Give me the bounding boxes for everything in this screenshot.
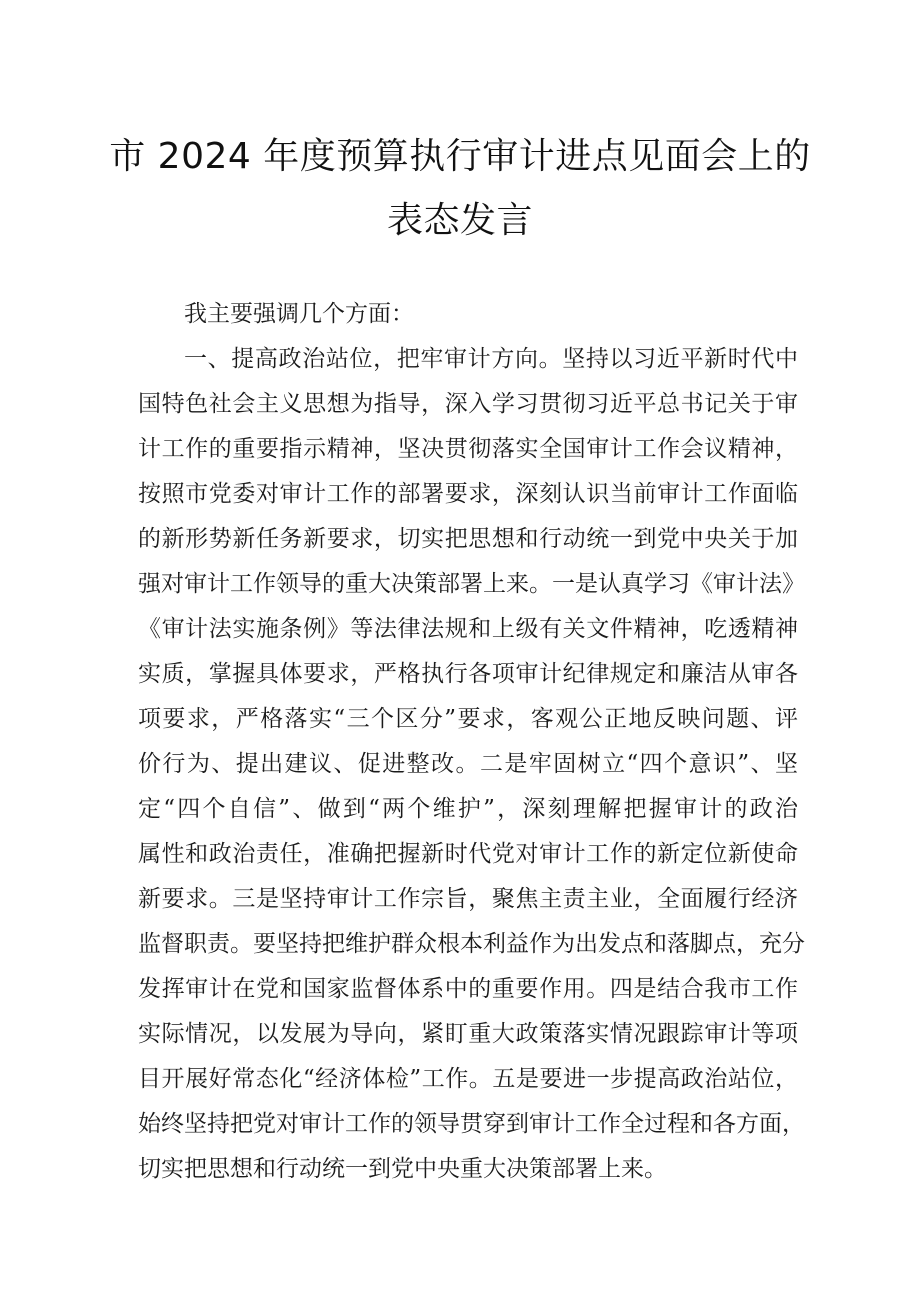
paragraph-line: 《审计法实施条例》等法律法规和上级有关文件精神，吃透精神 <box>138 616 798 642</box>
paragraph-line: 实际情况，以发展为导向，紧盯重大政策落实情况跟踪审计等项 <box>138 1021 798 1047</box>
paragraph-line: 发挥审计在党和国家监督体系中的重要作用。四是结合我市工作 <box>138 976 798 1002</box>
paragraph-line: 新要求。三是坚持审计工作宗旨，聚焦主责主业，全面履行经济 <box>138 886 798 912</box>
paragraph-line: 的新形势新任务新要求，切实把思想和行动统一到党中央关于加 <box>138 526 798 552</box>
paragraph-line: 定“四个自信”、做到“两个维护”，深刻理解把握审计的政治 <box>138 796 798 822</box>
paragraph-line: 属性和政治责任，准确把握新时代党对审计工作的新定位新使命 <box>138 841 798 867</box>
paragraph-line: 切实把思想和行动统一到党中央重大决策部署上来。 <box>138 1156 667 1182</box>
paragraph-line: 按照市党委对审计工作的部署要求，深刻认识当前审计工作面临 <box>138 481 798 507</box>
paragraph-line: 目开展好常态化“经济体检”工作。五是要进一步提高政治站位， <box>138 1066 798 1092</box>
paragraph-line: 计工作的重要指示精神，坚决贯彻落实全国审计工作会议精神， <box>138 436 798 462</box>
paragraph-line: 价行为、提出建议、促进整改。二是牢固树立“四个意识”、坚 <box>138 751 798 777</box>
intro-line: 我主要强调几个方面： <box>184 301 414 327</box>
document-title-line-2: 表态发言 <box>386 200 533 241</box>
document-title-line-1: 市 2024 年度预算执行审计进点见面会上的 <box>109 136 811 177</box>
paragraph-line: 实质，掌握具体要求，严格执行各项审计纪律规定和廉洁从审各 <box>138 661 798 687</box>
paragraph-line: 监督职责。要坚持把维护群众根本利益作为出发点和落脚点，充分 <box>138 931 805 957</box>
paragraph-line: 项要求，严格落实“三个区分”要求，客观公正地反映问题、评 <box>138 706 798 732</box>
paragraph-line: 一、提高政治站位，把牢审计方向。坚持以习近平新时代中 <box>184 346 798 372</box>
paragraph-line: 始终坚持把党对审计工作的领导贯穿到审计工作全过程和各方面， <box>138 1111 805 1137</box>
paragraph-line: 国特色社会主义思想为指导，深入学习贯彻习近平总书记关于审 <box>138 391 798 417</box>
paragraph-line: 强对审计工作领导的重大决策部署上来。一是认真学习《审计法》 <box>138 571 805 597</box>
